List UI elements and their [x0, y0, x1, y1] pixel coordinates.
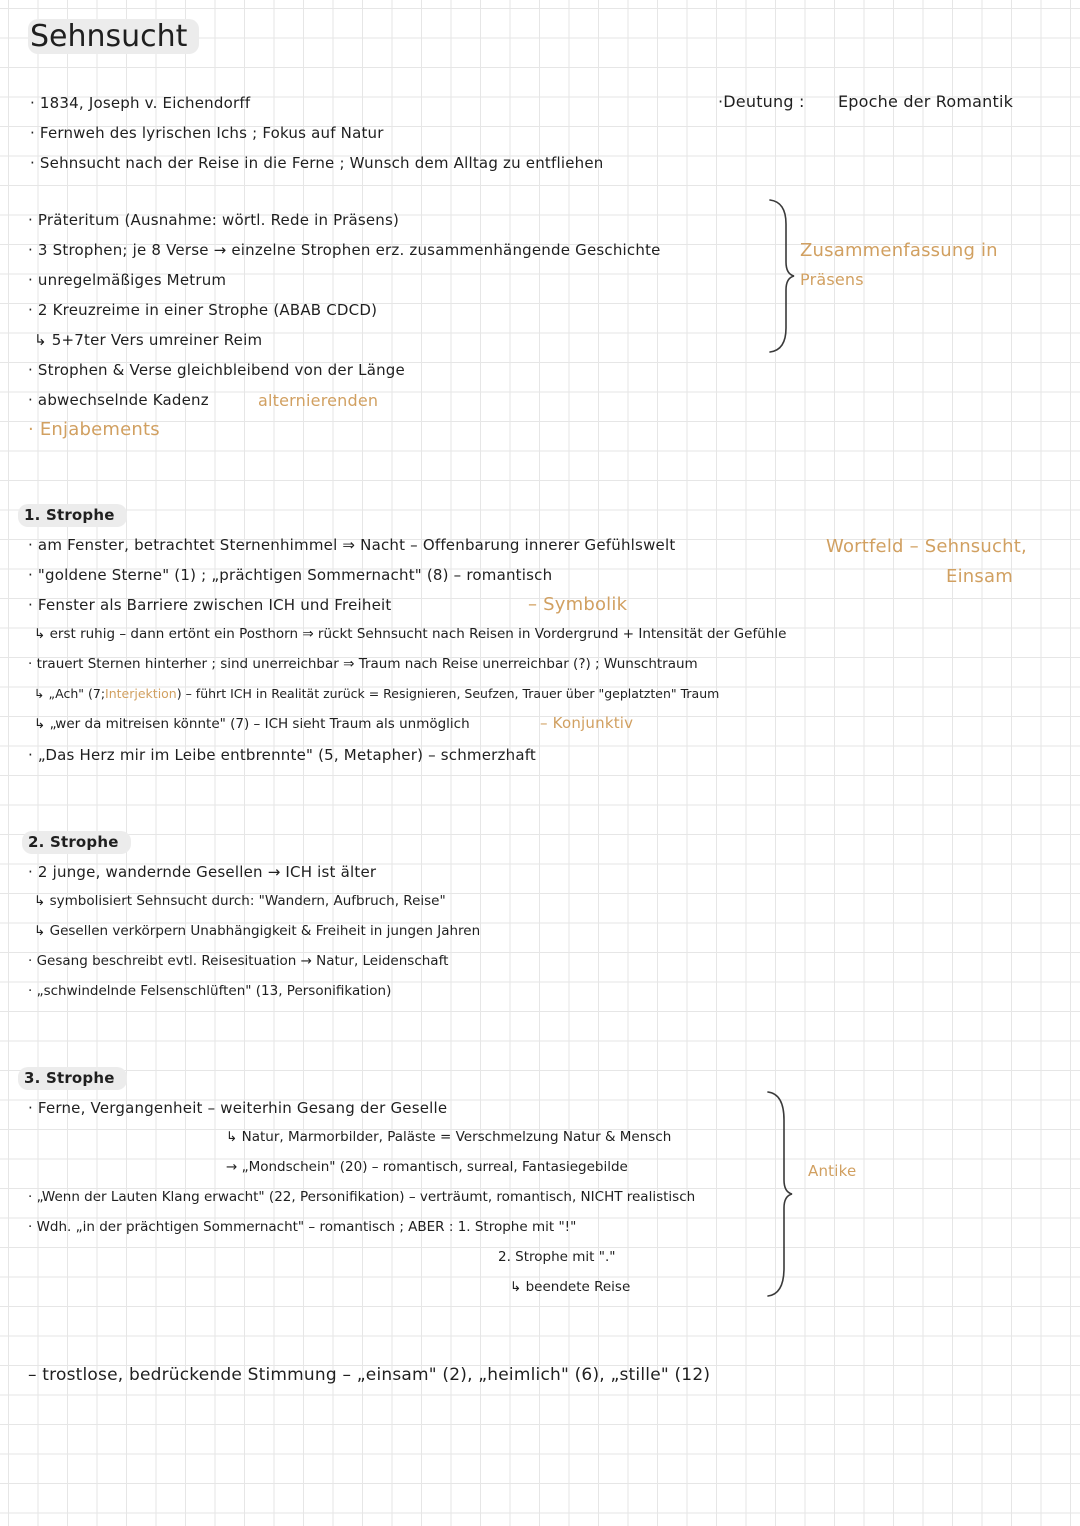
form-line-2: · 3 Strophen; je 8 Verse → einzelne Strophen erz. zusammenhängende Geschichte — [28, 241, 661, 259]
summary-note-2: Präsens — [800, 270, 864, 289]
kadenz-note: alternierenden — [258, 391, 379, 410]
strophe3-line-7: ↳ beendete Reise — [510, 1279, 631, 1295]
strophe3-line-5: · Wdh. „in der prächtigen Sommernacht" – romantisch ; ABER : 1. Strophe mit "!" — [28, 1219, 577, 1235]
strophe1-line-2: · "goldene Sterne" (1) ; „prächtigen Sommernacht" (8) – romantisch — [28, 566, 553, 584]
strophe2-line-2: ↳ symbolisiert Sehnsucht durch: "Wandern, Aufbruch, Reise" — [34, 893, 446, 909]
page-title: Sehnsucht — [28, 22, 199, 52]
strophe1-line-8: · „Das Herz mir im Leibe entbrennte" (5, Metapher) – schmerzhaft — [28, 746, 537, 764]
antike-brace — [760, 1088, 800, 1300]
strophe3-line-6: 2. Strophe mit "." — [498, 1249, 616, 1265]
strophe2-heading: 2. Strophe — [22, 835, 131, 850]
strophe2-line-4: · Gesang beschreibt evtl. Reisesituation → Natur, Leidenschaft — [28, 953, 449, 969]
strophe3-heading: 3. Strophe — [18, 1071, 127, 1086]
wortfeld-note-1: Wortfeld – Sehnsucht, — [826, 536, 1027, 557]
strophe1-line-7: ↳ „wer da mitreisen könnte" (7) – ICH sieht Traum als unmöglich — [34, 716, 470, 732]
konjunktiv-note: – Konjunktiv — [540, 714, 634, 732]
form-line-4: · 2 Kreuzreime in einer Strophe (ABAB CDCD) — [28, 301, 378, 319]
antike-note: Antike — [808, 1162, 857, 1180]
strophe1-line-3: · Fenster als Barriere zwischen ICH und Freiheit — [28, 596, 392, 614]
form-line-1: · Präteritum (Ausnahme: wörtl. Rede in Präsens) — [28, 211, 400, 229]
strophe3-line-4: · „Wenn der Lauten Klang erwacht" (22, Personifikation) – verträumt, romantisch, NICHT realistisch — [28, 1189, 696, 1205]
strophe2-line-1: · 2 junge, wandernde Gesellen → ICH ist älter — [28, 863, 377, 881]
symbolik-note: – Symbolik — [528, 594, 628, 615]
header-line-1: · 1834, Joseph v. Eichendorff — [30, 94, 251, 112]
strophe1-line-1: · am Fenster, betrachtet Sternenhimmel ⇒ Nacht – Offenbarung innerer Gefühlswelt — [28, 536, 676, 554]
strophe3-line-3: → „Mondschein" (20) – romantisch, surreal, Fantasiegebilde — [226, 1159, 628, 1175]
deutung-value: Epoche der Romantik — [838, 92, 1014, 111]
form-line-6: · Strophen & Verse gleichbleibend von der Länge — [28, 361, 405, 379]
deutung-label: ·Deutung : — [718, 92, 805, 111]
header-line-2: · Fernweh des lyrischen Ichs ; Fokus auf Natur — [30, 124, 384, 142]
strophe2-line-3: ↳ Gesellen verkörpern Unabhängigkeit & Freiheit in jungen Jahren — [34, 923, 481, 939]
wortfeld-note-2: Einsam — [946, 566, 1013, 587]
mood-summary: – trostlose, bedrückende Stimmung – „einsam" (2), „heimlich" (6), „stille" (12) — [28, 1365, 711, 1385]
strophe1-heading: 1. Strophe — [18, 508, 127, 523]
header-line-3: · Sehnsucht nach der Reise in die Ferne ; Wunsch dem Alltag zu entfliehen — [30, 154, 604, 172]
strophe2-line-5: · „schwindelnde Felsenschlüften" (13, Personifikation) — [28, 983, 392, 999]
strophe1-line-5: · trauert Sternen hinterher ; sind unerreichbar ⇒ Traum nach Reise unerreichbar (?) ; Wunschtraum — [28, 656, 698, 672]
form-line-3: · unregelmäßiges Metrum — [28, 271, 227, 289]
strophe3-line-1: · Ferne, Vergangenheit – weiterhin Gesang der Geselle — [28, 1099, 448, 1117]
strophe1-line-4: ↳ erst ruhig – dann ertönt ein Posthorn ⇒ rückt Sehnsucht nach Reisen in Vordergrund + Intensität der Gefühle — [34, 626, 787, 642]
kadenz-label: · abwechselnde Kadenz — [28, 391, 209, 409]
strophe1-line-6: ↳ „Ach" (7;Interjektion) – führt ICH in Realität zurück = Resignieren, Seufzen, Trauer über "geplatzten" Traum — [34, 686, 720, 701]
summary-note-1: Zusammenfassung in — [800, 240, 998, 261]
interjektion-note: Interjektion — [105, 686, 177, 701]
form-line-5: ↳ 5+7ter Vers umreiner Reim — [34, 331, 263, 349]
enjambements-note: · Enjabements — [28, 419, 160, 440]
strophe3-line-2: ↳ Natur, Marmorbilder, Paläste = Verschmelzung Natur & Mensch — [226, 1129, 672, 1145]
summary-brace — [762, 196, 802, 356]
